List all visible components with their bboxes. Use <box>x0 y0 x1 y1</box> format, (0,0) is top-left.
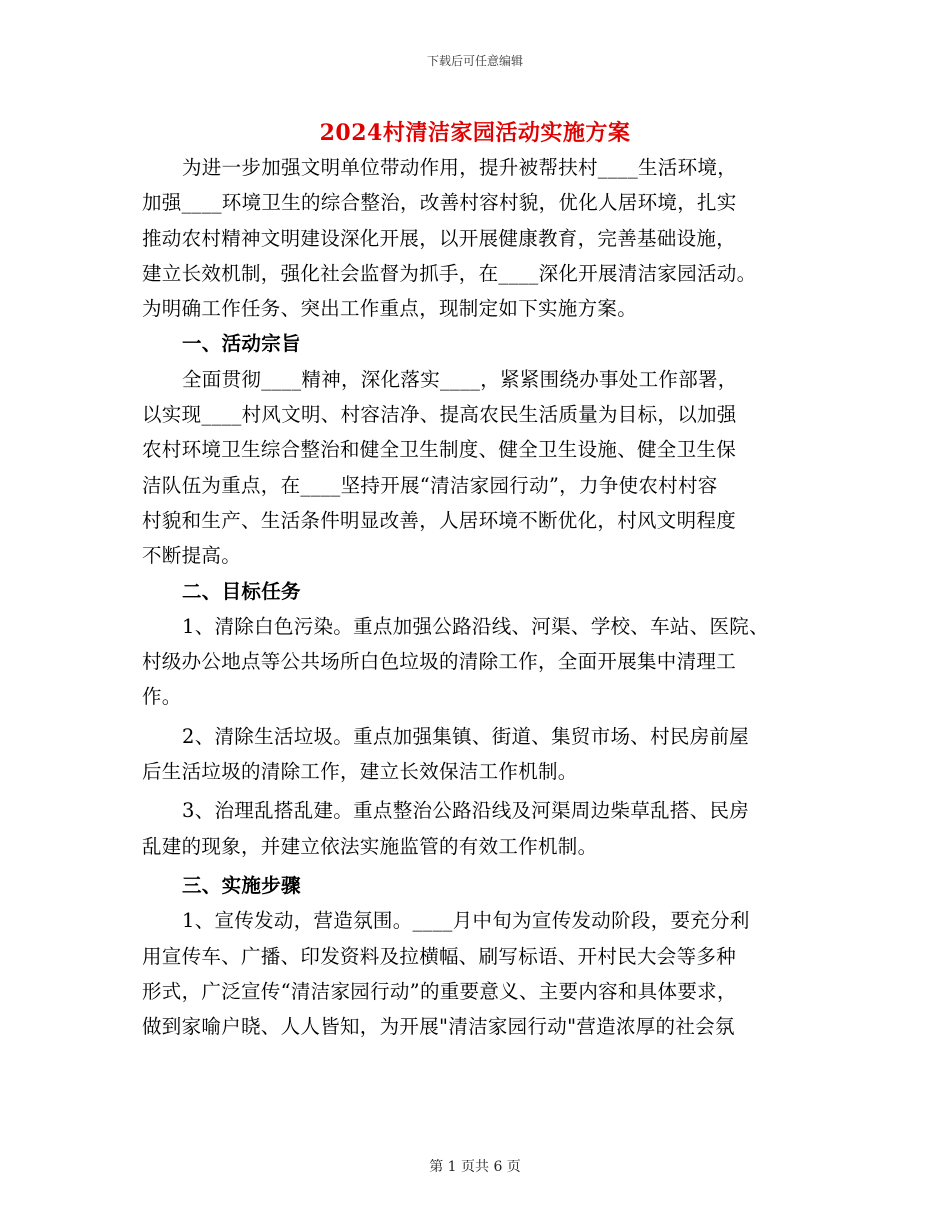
intro-line: 为进一步加强文明单位带动作用，提升被帮扶村____生活环境， <box>182 156 737 179</box>
section-heading: 三、实施步骤 <box>182 873 301 897</box>
paragraph-line: 用宣传车、广播、印发资料及拉横幅、刷写标语、开村民大会等多种 <box>142 944 737 968</box>
intro-line: 加强____环境卫生的综合整治，改善村容村貌，优化人居环境，扎实 <box>142 191 737 215</box>
paragraph-line: 洁队伍为重点，在____坚持开展“清洁家园行动”，力争使农村村容 <box>142 473 718 497</box>
page-number: 第 1 页共 6 页 <box>429 1159 521 1175</box>
paragraph-line: 村貌和生产、生活条件明显改善，人居环境不断优化，村风文明程度 <box>142 508 737 532</box>
intro-line: 建立长效机制，强化社会监督为抓手，在____深化开展清洁家园活动。 <box>142 261 757 285</box>
paragraph-line: 村级办公地点等公共场所白色垃圾的清除工作，全面开展集中清理工 <box>142 650 737 674</box>
paragraph-line: 1、清除白色污染。重点加强公路沿线、河渠、学校、车站、医院、 <box>182 614 769 638</box>
paragraph-line: 做到家喻户晓、人人皆知，为开展"清洁家园行动"营造浓厚的社会氛 <box>142 1015 735 1039</box>
intro-line: 推动农村精神文明建设深化开展，以开展健康教育，完善基础设施， <box>142 226 737 250</box>
paragraph-line: 作。 <box>142 685 182 709</box>
paragraph-line: 农村环境卫生综合整治和健全卫生制度、健全卫生设施、健全卫生保 <box>142 438 737 462</box>
download-note: 下载后可任意编辑 <box>426 54 523 68</box>
section-heading: 二、目标任务 <box>182 579 301 603</box>
intro-line: 为明确工作任务、突出工作重点，现制定如下实施方案。 <box>142 297 638 321</box>
paragraph-line: 以实现____村风文明、村容洁净、提高农民生活质量为目标，以加强 <box>142 403 737 427</box>
section-heading: 一、活动宗旨 <box>182 332 301 356</box>
paragraph-line: 乱建的现象，并建立依法实施监管的有效工作机制。 <box>142 834 598 858</box>
paragraph-line: 全面贯彻____精神，深化落实____，紧紧围绕办事处工作部署， <box>182 367 738 391</box>
document-body <box>142 150 812 1044</box>
paragraph-line: 1、宣传发动，营造氛围。____月中旬为宣传发动阶段，要充分利 <box>182 909 750 933</box>
paragraph-line: 2、清除生活垃圾。重点加强集镇、街道、集贸市场、村民房前屋 <box>182 724 750 748</box>
paragraph-line: 形式，广泛宣传“清洁家园行动”的重要意义、主要内容和具体要求， <box>142 979 737 1003</box>
paragraph-line: 不断提高。 <box>142 544 242 568</box>
document-title: 2024村清洁家园活动实施方案 <box>319 120 631 146</box>
paragraph-line: 3、治理乱搭乱建。重点整治公路沿线及河渠周边柴草乱搭、民房 <box>182 799 750 823</box>
paragraph-line: 后生活垃圾的清除工作，建立长效保洁工作机制。 <box>142 760 578 784</box>
